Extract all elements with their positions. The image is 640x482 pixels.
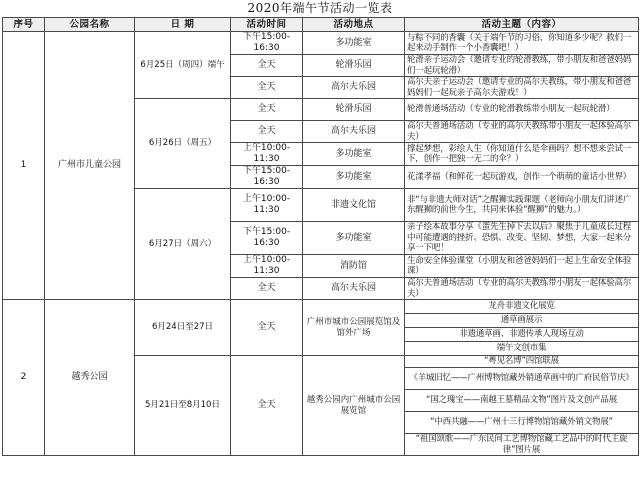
place-cell: 轮滑乐园 <box>303 99 405 121</box>
place-cell: 多功能室 <box>303 222 405 255</box>
theme-cell: “国之瑰宝——南越王墓精品文物”图片及文创产品展 <box>405 390 639 412</box>
theme-cell: 高尔夫亲子运动会（邀请专业的高尔夫教练，带小朋友和爸爸妈妈们一起玩亲子高尔夫游戏！） <box>405 77 639 99</box>
place-cell: 越秀公园内广州城市公园展览馆 <box>303 356 405 456</box>
park-number: 2 <box>3 300 45 456</box>
header-date: 日 期 <box>135 18 231 32</box>
header-no: 序号 <box>3 18 45 32</box>
theme-cell: 生命安全体验课堂（小朋友和爸爸妈妈们一起上生命安全体验课） <box>405 255 639 278</box>
theme-cell: 轮滑亲子运动会（邀请专业的轮滑教练，带小朋友和爸爸妈妈们一起玩轮滑） <box>405 55 639 77</box>
date-cell: 6月27日（周六） <box>135 189 231 300</box>
time-cell: 全天 <box>231 356 303 456</box>
theme-cell: 通草画展示 <box>405 314 639 328</box>
theme-cell: 高尔夫普通场活动（专业的高尔夫教练带小朋友一起体验高尔夫） <box>405 278 639 300</box>
time-cell: 下午15:00-16:30 <box>231 32 303 55</box>
theme-cell: 非遗通草画、非遗传承人现场互动 <box>405 328 639 342</box>
date-cell: 6月25日（周四）端午 <box>135 32 231 99</box>
time-cell: 上午10:00-11:30 <box>231 143 303 166</box>
theme-cell: 亲子绘本故事分享《蛋先生掉下去以后》聚焦于儿童成长过程中可能遭遇的挫折、恐惧、改变、坚韧、梦想，大家一起来分享一下吧！ <box>405 222 639 255</box>
time-cell: 全天 <box>231 55 303 77</box>
date-cell: 5月21日至8月10日 <box>135 356 231 456</box>
theme-cell: 与粽不同的香囊（关于端午节的习俗，你知道多少呢？救们一起来动手制作一个小香囊吧！） <box>405 32 639 55</box>
table-row <box>3 32 639 55</box>
theme-cell: 《羊城旧忆——广州博物馆藏外销通草画中的广府民俗节庆》 <box>405 368 639 390</box>
time-cell: 下午15:00-16:30 <box>231 166 303 189</box>
place-cell: 多功能室 <box>303 32 405 55</box>
theme-cell: 撑起梦想，彩绘人生（你知道什么是伞画吗？想不想来尝试一下，创作一把独一无二的伞？） <box>405 143 639 166</box>
park-name: 广州市儿童公园 <box>45 32 135 300</box>
park-name: 越秀公园 <box>45 300 135 456</box>
theme-cell: “祖国颂歌——广东民间工艺博物馆藏工艺品中的时代主旋律”图片展 <box>405 434 639 456</box>
header-theme: 活动主题（内容） <box>405 18 639 32</box>
date-cell: 6月24日至27日 <box>135 300 231 356</box>
theme-cell: 端午文创市集 <box>405 342 639 356</box>
theme-cell: 非“与非遗大师对话”之醒狮实践课题（老师向小朋友们讲述广东醒狮的前世今生，共同来体验“醒狮”的魅力。） <box>405 189 639 222</box>
theme-cell: 高尔夫普通场活动（专业的高尔夫教练带小朋友一起体验高尔夫） <box>405 121 639 143</box>
place-cell: 高尔夫乐园 <box>303 121 405 143</box>
place-cell: 广州市城市公园展览馆及馆外广场 <box>303 300 405 356</box>
header-park: 公园名称 <box>45 18 135 32</box>
time-cell: 下午15:00-16:30 <box>231 222 303 255</box>
date-cell: 6月26日（周五） <box>135 99 231 189</box>
place-cell: 轮滑乐园 <box>303 55 405 77</box>
theme-cell: 龙舟非遗文化展览 <box>405 300 639 314</box>
time-cell: 全天 <box>231 121 303 143</box>
time-cell: 全天 <box>231 77 303 99</box>
theme-cell: “中西共融——广州十三行博物馆馆藏外销文物展” <box>405 412 639 434</box>
time-cell: 上午10:00-11:30 <box>231 189 303 222</box>
time-cell: 全天 <box>231 300 303 356</box>
place-cell: 多功能室 <box>303 143 405 166</box>
table-row <box>3 300 639 314</box>
park-number: 1 <box>3 32 45 300</box>
header-place: 活动地点 <box>303 18 405 32</box>
theme-cell: “粤见名博”四馆联展 <box>405 356 639 368</box>
theme-cell: 轮滑普通场活动（专业的轮滑教练带小朋友一起玩轮滑） <box>405 99 639 121</box>
place-cell: 高尔夫乐园 <box>303 77 405 99</box>
place-cell: 非遗文化馆 <box>303 189 405 222</box>
time-cell: 全天 <box>231 99 303 121</box>
theme-cell: 花漾孝福（和鲜花一起玩游戏，创作一个萌萌的童话小世界） <box>405 166 639 189</box>
document-title: 2020年端午节活动一览表 <box>247 1 393 15</box>
place-cell: 消防馆 <box>303 255 405 278</box>
time-cell: 上午10:00-11:30 <box>231 255 303 278</box>
header-time: 活动时间 <box>231 18 303 32</box>
activity-table <box>2 17 639 456</box>
table-header-row <box>3 18 639 32</box>
time-cell: 全天 <box>231 278 303 300</box>
place-cell: 高尔夫乐园 <box>303 278 405 300</box>
place-cell: 多功能室 <box>303 166 405 189</box>
